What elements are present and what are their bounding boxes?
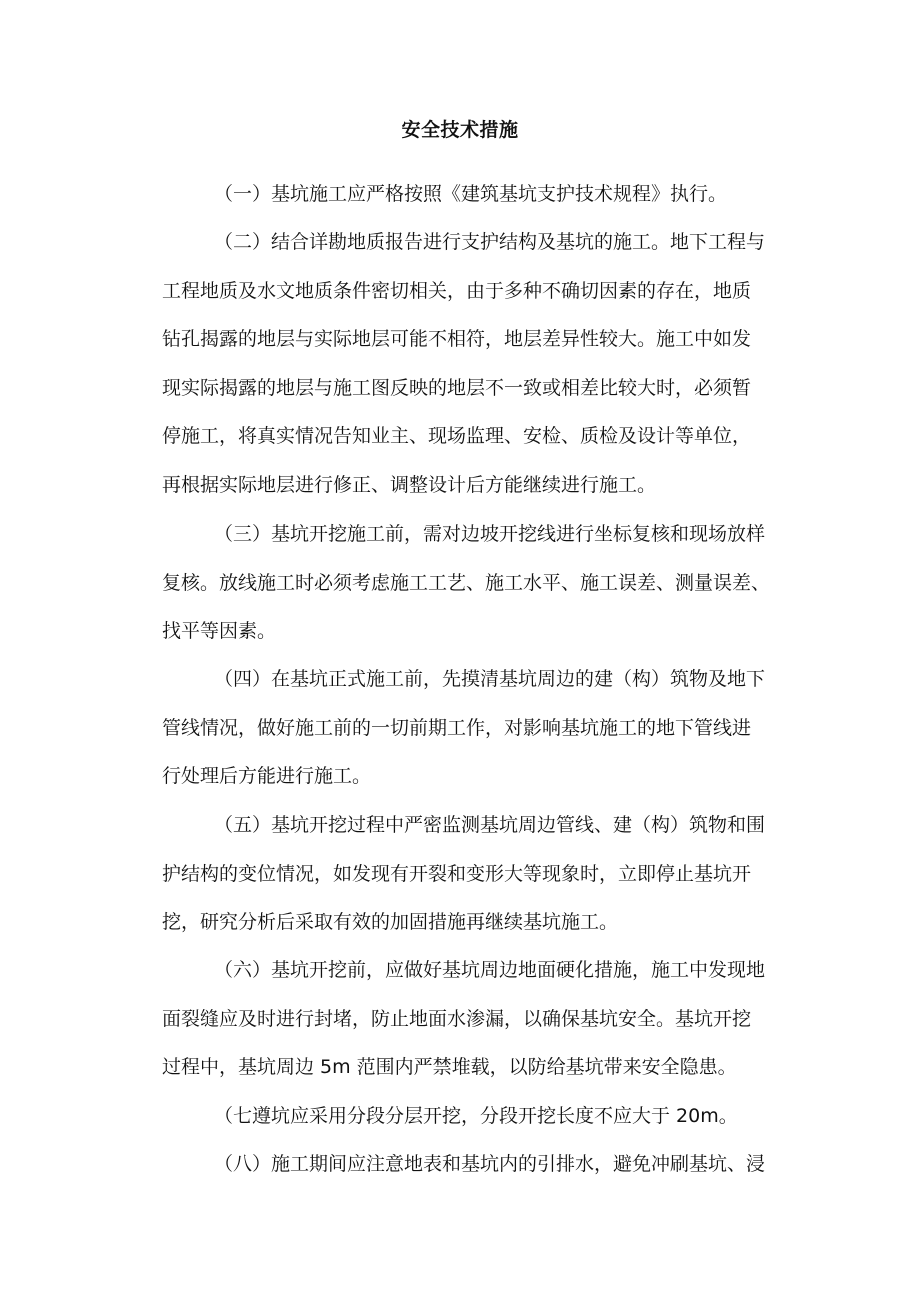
paragraph-1 [214,170,804,219]
paragraph-line: 挖，研究分析后采取有效的加固措施再继续基坑施工。 [162,911,619,934]
paragraph-line: （二）结合详勘地质报告进行支护结构及基坑的施工。地下工程与 [214,231,766,253]
paragraph-line: 找平等因素。 [162,620,277,643]
paragraph-line: 行处理后方能进行施工。 [162,765,372,788]
paragraph-line: 工程地质及水文地质条件密切相关，由于多种不确切因素的存在，地质 [162,279,752,302]
paragraph-8 [214,1140,804,1189]
paragraph-line: （七遵坑应采用分段分层开挖，分段开挖长度不应大于 20m。 [214,1105,738,1127]
paragraph-line: （一）基坑施工应严格按照《建筑基坑支护技术规程》执行。 [214,183,728,205]
paragraph-6 [162,946,804,1092]
paragraph-line: （五）基坑开挖过程中严密监测基坑周边管线、建（构）筑物和围 [214,814,766,836]
paragraph-line: （六）基坑开挖前，应做好基坑周边地面硬化措施，施工中发现地 [214,959,766,981]
paragraph-4 [162,655,804,801]
paragraph-line: 停施工，将真实情况告知业主、现场监理、安检、质检及设计等单位， [162,425,752,448]
paragraph-7 [214,1092,804,1141]
paragraph-5 [162,801,804,947]
paragraph-line: 护结构的变位情况，如发现有开裂和变形大等现象时，立即停止基坑开 [162,862,752,885]
paragraph-line: 钻孔揭露的地层与实际地层可能不相符，地层差异性较大。施工中如发 [162,328,752,351]
paragraph-2 [162,218,804,510]
paragraph-line: 管线情况，做好施工前的一切前期工作，对影响基坑施工的地下管线进 [162,716,752,739]
paragraph-line: 现实际揭露的地层与施工图反映的地层不一致或相差比较大时，必须暂 [162,376,752,399]
paragraph-line: 复核。放线施工时必须考虑施工工艺、施工水平、施工误差、测量误差、 [162,571,771,594]
paragraph-3 [162,510,804,656]
paragraph-line: 再根据实际地层进行修正、调整设计后方能继续进行施工。 [162,473,657,496]
paragraph-line: 过程中，基坑周边 5m 范围内严禁堆载，以防给基坑带来安全隐患。 [162,1056,737,1079]
paragraph-line: （四）在基坑正式施工前，先摸清基坑周边的建（构）筑物及地下 [214,668,766,690]
paragraph-line: （三）基坑开挖施工前，需对边坡开挖线进行坐标复核和现场放样 [214,523,766,545]
document-title: 安全技术措施 [401,119,519,141]
paragraph-line: 面裂缝应及时进行封堵，防止地面水渗漏，以确保基坑安全。基坑开挖 [162,1007,752,1030]
paragraph-line: （八）施工期间应注意地表和基坑内的引排水，避免冲刷基坑、浸 [214,1153,766,1175]
